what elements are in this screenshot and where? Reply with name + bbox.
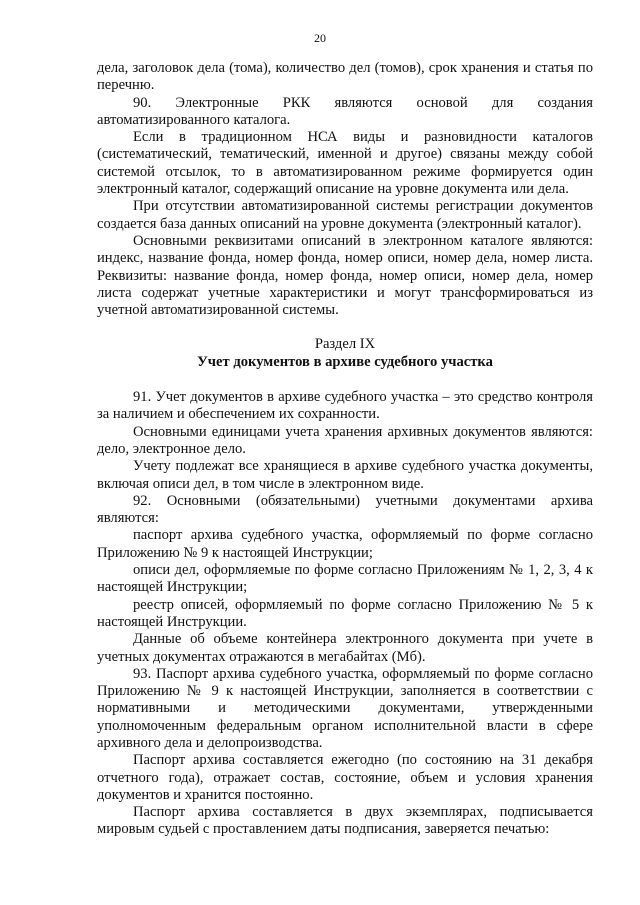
paragraph: Паспорт архива составляется в двух экземплярах, подписывается мировым судьей с проставлением даты подписания, заверяется печатью: [97, 804, 593, 838]
paragraph: Паспорт архива составляется ежегодно (по состоянию на 31 декабря отчетного года), отражает состав, состояние, объем и условия хранения документов и хранится постоянно. [97, 752, 593, 803]
section-label: Раздел IX [314, 336, 376, 353]
list-item: описи дел, оформляемые по форме согласно Приложениям № 1, 2, 3, 4 к настоящей Инструкции; [97, 562, 593, 596]
section-title: Учет документов в архиве судебного участка [197, 353, 493, 370]
paragraph: При отсутствии автоматизированной системы регистрации документов создается база данных описаний на уровне документа (электронный каталог). [97, 198, 593, 232]
paragraph-item-91: 91. Учет документов в архиве судебного участка – это средство контроля за наличием и обеспечением их сохранности. [97, 389, 593, 423]
paragraph: Учету подлежат все хранящиеся в архиве судебного участка документы, включая описи дел, в том числе в электронном виде. [97, 458, 593, 492]
document-body [97, 60, 593, 839]
paragraph: Данные об объеме контейнера электронного документа при учете в учетных документах отражаются в мегабайтах (Мб). [97, 631, 593, 665]
paragraph: Основными реквизитами описаний в электронном каталоге являются: индекс, название фонда, номер фонда, номер описи, номер дела, номер листа. Реквизиты: название фонда, номер фонда, номер описи, номер дела, номер листа содержат учетные характеристики и могут трансформироваться из учетной автоматизированной системы. [97, 232, 593, 319]
paragraph: Если в традиционном НСА виды и разновидности каталогов (систематический, тематический, именной и другое) связаны между собой системой отсылок, то в автоматизированном режиме формируется один электронный каталог, содержащий описание на уровне документа или дела. [97, 129, 593, 198]
paragraph-item-93: 93. Паспорт архива судебного участка, оформляемый по форме согласно Приложению № 9 к настоящей Инструкции, заполняется в соответствии с нормативными и методическими документами, утвержденными уполномоченным федеральным органом исполнительной власти в сфере архивного дела и делопроизводства. [97, 665, 593, 751]
list-item: реестр описей, оформляемый по форме согласно Приложению № 5 к настоящей Инструкции. [97, 596, 593, 630]
paragraph-item-90: 90. Электронные РКК являются основой для создания автоматизированного каталога. [97, 94, 593, 128]
paragraph: Основными единицами учета хранения архивных документов являются: дело, электронное дело. [97, 423, 593, 457]
page-number: 20 [314, 31, 326, 45]
list-item: паспорт архива судебного участка, оформляемый по форме согласно Приложению № 9 к настоящей Инструкции; [97, 527, 593, 561]
paragraph-item-92: 92. Основными (обязательными) учетными документами архива являются: [97, 492, 593, 527]
paragraph-continuation: дела, заголовок дела (тома), количество дел (томов), срок хранения и статья по перечню. [97, 60, 593, 94]
